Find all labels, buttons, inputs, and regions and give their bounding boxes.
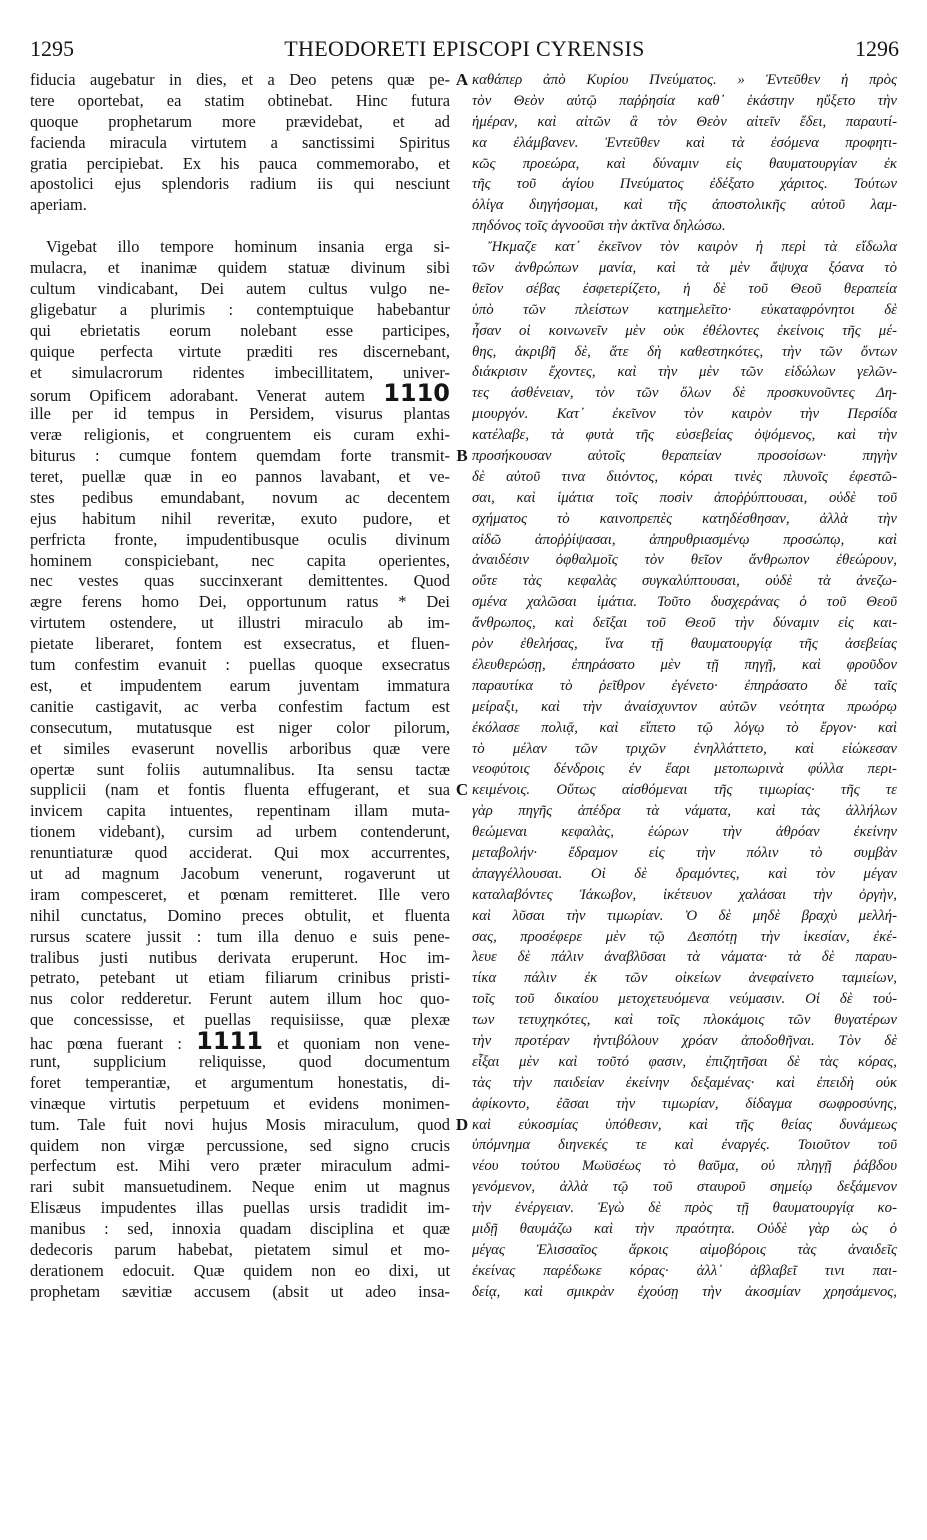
greek-p1-line: ὀλίγα διηγήσομαι, καὶ τῆς ἀποστολικῆς αὐτοῦ λαμ- (472, 197, 897, 214)
page-number-left: 1295 (30, 36, 74, 61)
latin-p2-line: que concessisse, et puellas requisiisse, quæ plexæ (30, 1010, 450, 1030)
latin-p2-line: tum confestim evanuit : puellas quoque exsecratus (30, 655, 450, 675)
greek-p2-line: θεῖον σέβας ἐσφετερίζετο, ἡ δὲ τοῦ Θεοῦ θεραπεία (472, 280, 897, 297)
latin-p2-line: invicem capita intuentes, repentinam illam muta- (30, 801, 450, 821)
greek-p2-line: νέου τούτου Μωϋσέως τὸ θαῦμα, οὐ πληγῇ ῥάβδου (472, 1158, 897, 1175)
latin-p2-line: rari subit mansuetudinem. Neque enim ut magnus (30, 1177, 450, 1197)
greek-p2-line: καὶ εὐκοσμίας ὑπόθεσιν, καὶ τῆς θείας δυνάμεως (472, 1116, 897, 1133)
greek-p2-line: νεοφύτοις δένδροις ἐν ἔαρι μετοπωρινὰ φύλλα περι- (472, 761, 897, 778)
greek-p2-line: ὑπόμνημα διηνεκές τε καὶ ἐναργές. Τοιοῦτον τοῦ (472, 1137, 897, 1154)
latin-p2-line: nus color redderetur. Ferunt autem illum hoc quo- (30, 989, 450, 1009)
latin-p2-line: perfricta fronte, impudentibusque oculis divinum (30, 529, 450, 549)
latin-p1-line: quoque prophetarum more prævidebat, et ad (30, 111, 450, 131)
latin-p2-line: consecutum, mutatusque est niger color pilorum, (30, 717, 450, 737)
greek-p2-line: ρὸν ἐθελήσας, ἵνα τῇ θαυματουργίᾳ τῆς ἀσεβείας (472, 636, 897, 653)
greek-p2-line: των τετυχηκότες, καὶ τοῖς πλοκάμοις τῶν θυγατέρων (472, 1012, 897, 1029)
greek-p2-line: μιδῇ θαυμάζω καὶ τὴν πραότητα. Οὐδὲ γὰρ ὡς ὁ (472, 1220, 897, 1237)
latin-p2-line: mulacra, et inanimæ quidem statuæ divinum sibi (30, 258, 450, 278)
latin-p1-line: facienda miracula virtutem a sanctissimi Spiritus (30, 132, 450, 152)
greek-p2-line: τίκα πάλιν ἐκ τῶν οἰκείων ἀνεφαίνετο ταμιείων, (472, 970, 897, 987)
greek-p1-line: ἡμέραν, καὶ αἰτῶν ἃ τὸν Θεὸν αἰτεῖν ἔδει, παραυτί- (472, 113, 897, 130)
latin-p2-line: perfectum est. Mihi vero præter miraculum admi- (30, 1156, 450, 1176)
greek-p2-line: δείᾳ, καὶ σμικρὰν ἐχούσῃ τὴν ἀκοσμίαν χρησάμενος, (472, 1283, 897, 1300)
greek-p1-line: κῶς προεώρα, καὶ δύναμιν εἰς θαυματουργίαν ἐκ (472, 155, 897, 172)
column-number: 1111 (196, 1027, 263, 1056)
greek-column (472, 70, 897, 1500)
greek-p2-line: εἶξαι μὲν καὶ τοῦτό φασιν, ἐπιζητῆσαι δὲ τὰς κόρας, (472, 1053, 897, 1070)
latin-p2-line: supplicii (nam et fontis fluenta effugerant, et sua (30, 780, 450, 800)
greek-p1-line: καθάπερ ἀπὸ Κυρίου Πνεύματος. » Ἐντεῦθεν ἡ πρὸς (472, 72, 897, 88)
latin-p2-line: vinæque virtutis perpetuum et evidens monimen- (30, 1093, 450, 1113)
greek-p2-line: τοῖς τοῦ δικαίου μετοχετευόμενα νεύμασιν. Οἱ δὲ τού- (472, 991, 897, 1008)
greek-p1-line: κα ἐλάμβανεν. Ἐντεῦθεν καὶ τὰ ἐσόμενα προφητι- (472, 134, 897, 151)
greek-p2-line: μείραξι, καὶ τὴν ἀναίσχυντον αὐτῶν νεότητα πρωόρῳ (472, 698, 897, 715)
latin-p2-line: sorum Opificem adorabant. Venerat autem 1110 (30, 379, 450, 408)
greek-p1-line: τῆς τοῦ ἁγίου Πνεύματος ἐδέξατο χάριτος. Τούτων (472, 176, 897, 193)
latin-p1-line: tere oportebat, ea statim obtinebat. Hinc futura (30, 90, 450, 110)
greek-p2-line: ἐκόλασε πολιᾷ, καὶ εἵπετο τῷ λόγῳ τὸ ἔργον· καὶ (472, 719, 897, 736)
greek-p2-line: λευε δὲ πάλιν ἀναβλῦσαι τὰ νάματα· τὰ δὲ παραυ- (472, 949, 897, 966)
greek-p2-line: κατέλαβε, τὰ φυτὰ τῆς εὐσεβείας ὀψόμενος, καὶ τὴν (472, 427, 897, 444)
greek-p2-line: ὑπὸ τῶν πλείστων κατημελεῖτο· εὐκαταφρόνητοι δὲ (472, 301, 897, 318)
latin-p1-line: gratia percipiebat. Ex his pauca commemorabo, et (30, 153, 450, 173)
greek-p2-line: μέγας Ἐλισσαῖος ἄρκοις αἱμοβόροις τὰς ἀναιδεῖς (472, 1241, 897, 1258)
greek-p2-line: τὸ μέλαν τῶν τριχῶν ἐνηλλάττετο, καὶ εἰώκεσαν (472, 740, 897, 757)
latin-p2-line: nihil cunctatus, Domino preces obtulit, et fluenta (30, 905, 450, 925)
latin-p2-line: petrato, petebant ut etiam filiarum crinibus pristi- (30, 968, 450, 988)
latin-p2-line: tionem videbant), cursim ad urbem contenderunt, (30, 822, 450, 842)
greek-p2-line: ἐλευθερώσῃ, ἐπηράσατο μὲν τῇ πηγῇ, καὶ φροῦδον (472, 656, 897, 673)
latin-p2-line: gligebatur a plurimis : contemptuique habebantur (30, 299, 450, 319)
latin-p2-line: et similes evaserunt novellis arboribus quæ vere (30, 738, 450, 758)
column-number: 1110 (383, 379, 450, 408)
latin-p2-line: quique perfecta virtute præditi res discernebant, (30, 341, 450, 361)
greek-p2-line: κειμένοις. Οὕτως αἰσθόμεναι τῆς τιμωρίας· τῆς τε (472, 782, 897, 799)
latin-p2-line: hominem conspiciebant, nec capita operientes, (30, 550, 450, 570)
greek-p2-line: καὶ λῦσαι τὴν τιμωρίαν. Ὁ δὲ μηδὲ βραχὺ μελλή- (472, 907, 897, 924)
latin-p2-line: veræ religionis, et congruentem eis curam exhi- (30, 425, 450, 445)
margin-marker-b: B (456, 446, 468, 465)
greek-p2-line: τες ἀσθένειαν, τὸν τῶν ὅλων δὲ προσκυνοῦντες Δη- (472, 385, 897, 402)
latin-p2-line: hac pœna fuerant : 1111 et quoniam non vene- (30, 1027, 450, 1056)
greek-p2-line: γὰρ πηγῆς ἀπέδρα τὰ νάματα, καὶ τὰς ἀλλήλων (472, 803, 897, 820)
latin-p2-line: foret temperantiæ, et argumentum honestatis, di- (30, 1072, 450, 1092)
latin-p2-line: iram compesceret, et pœnam remitteret. Ille vero (30, 884, 450, 904)
latin-p2-line: derationem edocuit. Quæ quidem non eo dixi, ut (30, 1260, 450, 1280)
latin-column (30, 70, 450, 1500)
greek-p2-line: Ἤκμαζε κατ᾽ ἐκεῖνον τὸν καιρὸν ἡ περὶ τὰ εἴδωλα (488, 239, 897, 256)
latin-p2-line: manibus : sed, innoxia quadam disciplina et quæ (30, 1219, 450, 1239)
greek-p2-line: προσήκουσαν αὐτοῖς θεραπείαν προσοίσων· πηγὴν (472, 448, 897, 465)
latin-p2-line: et simulacrorum ridentes imbecillitatem, univer- (30, 362, 450, 382)
greek-p2-line: θης, ἀκριβῆ δὲ, ἅτε δὴ καθεστηκότες, τὴν τῶν ὄντων (472, 343, 897, 360)
greek-p2-line: σαι, καὶ ἱμάτια τοῖς ποσὶν ἀποῤῥύπτουσαι, οὐδὲ τοῦ (472, 489, 897, 506)
latin-p2-line: prophetam sævitiæ accusem (absit ut adeo insa- (30, 1281, 450, 1301)
greek-p2-line: ἦσαν οἱ κοινωνεῖν μὲν οὐκ ἐθέλοντες ἐκείνοις τῆς μέ- (472, 322, 897, 339)
greek-p2-line: διάκρισιν ἔχοντες, καὶ τὴν μὲν τῶν εἰδώλων γελῶν- (472, 364, 897, 381)
latin-p2-line: teret, puellæ quæ in eo pannos lavabant, et ve- (30, 467, 450, 487)
greek-p2-line: ἄνθρωπος, καὶ δεῖξαι τοῦ Θεοῦ τὴν δύναμιν εἰς και- (472, 615, 897, 632)
latin-p2-line: nec vestes quas succinxerant demittentes. Quod (30, 571, 450, 591)
latin-p2-line: tralibus justi nutibus derivata eruperunt. Hoc im- (30, 947, 450, 967)
greek-p2-line: ἐκείνας παρέδωκε κόρας· ἀλλ᾽ ἀβλαβεῖ τινι παι- (472, 1262, 897, 1279)
latin-p2-line: renuntiaturæ quod acciderat. Qui mox accurrentes, (30, 843, 450, 863)
latin-p2-line: ut ad magnum Jacobum venerunt, rogaverunt ut (30, 863, 450, 883)
latin-p2-line: canitie castigavit, ac verba confestim factum est (30, 696, 450, 716)
greek-p2-line: μιουργόν. Κατ᾽ ἐκεῖνον τὸν καιρὸν τὴν Περσίδα (472, 406, 897, 423)
latin-p2-line: biturus : cumque fontem quemdam forte transmit- (30, 446, 450, 466)
margin-marker-a: A (455, 70, 469, 89)
latin-p1-line: apostolici ejus splendoris radium iis qui nesciunt (30, 174, 450, 194)
greek-p2-line: τῶν ἀνθρώπων μανία, καὶ τὰ μὲν ἄψυχα ξόανα τὸ (472, 260, 897, 277)
latin-p2-line: qui ebrietatis eorum nolebant esse participes, (30, 320, 450, 340)
latin-p1-line: fiducia augebatur in dies, et a Deo petens quæ pe- (30, 70, 450, 89)
latin-p2-line: cultum vindicabant, Dei autem cultus vulgo ne- (30, 279, 450, 299)
greek-p2-line: ἀναιδέσιν ὀφθαλμοῖς τὸν θεῖον ἄνθρωπον ἐθεώρουν, (472, 552, 897, 569)
margin-marker-d: D (455, 1115, 469, 1134)
latin-p2-line: tum. Tale fuit novi hujus Mosis miraculum, quod (30, 1114, 450, 1134)
greek-p2-line: ἀφίκοντο, ἐᾶσαι τὴν τιμωρίαν, δίδαγμα σωφροσύνης, (472, 1095, 897, 1112)
running-title: THEODORETI EPISCOPI CYRENSIS (284, 36, 645, 61)
latin-p2-line: ægre ferens homo Dei, opportunum ratus * Dei (30, 592, 450, 612)
greek-p2-line: τὰς τὴν παιδείαν ἐκείνην δεξαμένας· καὶ ἐπειδὴ οὐκ (472, 1074, 897, 1091)
margin-marker-c: C (455, 780, 469, 799)
greek-p2-line: τὴν ἐνέργειαν. Ἐγὼ δὲ πρὸς τῇ θαυματουργίᾳ κο- (472, 1200, 897, 1217)
latin-p2-line: stes pedibus emundabant, novum ac decentem (30, 487, 450, 507)
latin-p2-line: runt, supplicium reliquisse, quod documentum (30, 1051, 450, 1071)
latin-p2-line: pietate liberaret, fontem est exsecratus, et fluen- (30, 634, 450, 654)
paragraph-spacer (30, 216, 450, 237)
greek-p2-line: δὲ αὐτοῦ τινα διιόντος, κόραι τινὲς πλυνοῖς ἐφεστῶ- (472, 468, 897, 485)
latin-p2-line: ejus habitum nihil reveritæ, exuto pudore, et (30, 508, 450, 528)
greek-p2-line: ἀπαγγέλλουσαι. Οἱ δὲ δραμόντες, καὶ τὸν μέγαν (472, 865, 897, 882)
latin-p2-line: Vigebat illo tempore hominum insania erga si- (46, 237, 450, 257)
greek-p2-line: τὴν προτέραν ἠντιβόλουν χρόαν ἀποδοθῆναι. Τὸν δὲ (472, 1032, 897, 1049)
greek-p2-line: γενόμενον, ἀλλὰ τῷ τοῦ σταυροῦ σημείῳ δεξάμενον (472, 1179, 897, 1196)
greek-p2-line: αἰδῶ ἀποῤῥίψασαι, ἀπηρυθριασμένῳ προσώπῳ, καὶ (472, 531, 897, 548)
latin-p1-line: aperiam. (30, 195, 87, 215)
latin-p2-line: virtutem ostendere, ut illustri miraculo ab im- (30, 613, 450, 633)
greek-p2-line: σας, προσέφερε μὲν τῷ Δεσπότῃ τὴν ἱκεσίαν, ἐκέ- (472, 928, 897, 945)
page-header (30, 36, 899, 66)
greek-p2-line: σμένα χαλῶσαι ἱμάτια. Τοῦτο δυσχεράνας ὁ τοῦ Θεοῦ (472, 594, 897, 611)
greek-p2-line: παραυτίκα τὸ ῥεῖθρον ἐγένετο· ἐπηράσατο δὲ ταῖς (472, 677, 897, 694)
latin-p2-line: rursus scatere jussit : tum illa denuo e suis pene- (30, 926, 450, 946)
page-number-right: 1296 (855, 36, 899, 61)
greek-p2-line: θεώμεναι κεφαλὰς, ἑώρων τὴν ἀθρόαν ἐκείνην (472, 824, 897, 841)
latin-p2-line: quidem non virgæ percussione, sed signo crucis (30, 1135, 450, 1155)
greek-p2-line: μεταβολήν· ἔδραμον εἰς τὴν πόλιν τὸ συμβὰν (472, 844, 897, 861)
latin-p2-line: opertæ sunt foliis autumnalibus. Ita sensu tactæ (30, 759, 450, 779)
latin-p2-line: ille per id tempus in Persidem, visurus plantas (30, 404, 450, 424)
latin-p2-line: dedecoris parum habebat, pietatem simul et mo- (30, 1239, 450, 1259)
greek-p1-line: πηδόνος τοῖς ἀγνοοῦσι τὴν ἀκτῖνα δηλώσω. (472, 218, 726, 235)
latin-p2-line: est, et impudentem earum juventam immatura (30, 675, 450, 695)
greek-p2-line: σχήματος τὸ καινοπρεπὲς κατηδέσθησαν, ἀλλὰ τὴν (472, 510, 897, 527)
greek-p2-line: οὔτε τὰς κεφαλὰς συγκαλύπτουσαι, οὐδὲ τὰ ἀνεζω- (472, 573, 897, 590)
greek-p1-line: τὸν Θεὸν αὐτῷ παῤῥησία καθ᾽ ἑκάστην ηὔξετο τὴν (472, 92, 897, 109)
latin-p2-line: Elisæus impudentes illas puellas ursis tradidit im- (30, 1198, 450, 1218)
greek-p2-line: καταλαβόντες Ἰάκωβον, ἱκέτευον χαλάσαι τὴν ὀργὴν, (472, 886, 897, 903)
